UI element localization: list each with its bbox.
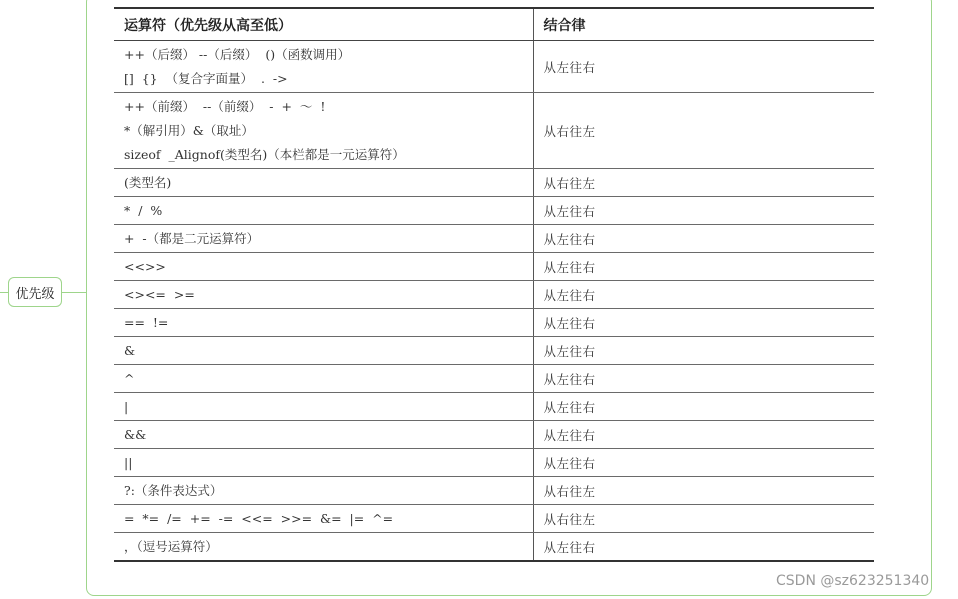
table-header-row — [114, 8, 874, 41]
associativity-cell: 从左往右 — [533, 337, 874, 365]
table-row — [114, 393, 874, 421]
associativity-cell: 从左往右 — [533, 449, 874, 477]
operators-cell — [114, 281, 533, 309]
operators-cell — [114, 197, 533, 225]
operator-precedence-table — [114, 7, 874, 562]
associativity-cell: 从左往右 — [533, 281, 874, 309]
associativity-cell: 从右往左 — [533, 93, 874, 169]
associativity-cell: 从左往右 — [533, 421, 874, 449]
table-row — [114, 197, 874, 225]
associativity-cell: 从左往右 — [533, 309, 874, 337]
associativity-cell: 从左往右 — [533, 365, 874, 393]
table-row — [114, 365, 874, 393]
associativity-cell: 从左往右 — [533, 253, 874, 281]
operator-line: ++（前缀） --（前缀） - + ～ ! — [124, 98, 326, 114]
associativity-cell: 从右往左 — [533, 505, 874, 533]
operators-cell — [114, 365, 533, 393]
table-row — [114, 449, 874, 477]
associativity-cell: 从左往右 — [533, 225, 874, 253]
connector-line-left — [0, 292, 8, 293]
topic-node-precedence[interactable]: 优先级 — [8, 277, 62, 307]
operator-line: = *= /= += -= <<= >>= &= |= ^= — [124, 510, 394, 526]
operators-cell — [114, 309, 533, 337]
operators-cell — [114, 421, 533, 449]
table-row — [114, 281, 874, 309]
operator-line: *（解引用）&（取址） — [124, 122, 254, 138]
operator-line: (类型名) — [124, 174, 172, 190]
operators-cell — [114, 505, 533, 533]
table-row — [114, 505, 874, 533]
operators-cell — [114, 41, 533, 93]
operator-line: [] {} （复合字面量） . -> — [124, 70, 288, 86]
associativity-cell: 从左往右 — [533, 393, 874, 421]
table-row — [114, 309, 874, 337]
associativity-cell: 从右往左 — [533, 477, 874, 505]
operators-cell — [114, 449, 533, 477]
associativity-cell: 从左往右 — [533, 197, 874, 225]
operators-cell — [114, 93, 533, 169]
operator-line: + -（都是二元运算符） — [124, 230, 260, 246]
operator-line: ?:（条件表达式） — [124, 482, 223, 498]
operator-line: ，（逗号运算符） — [124, 538, 218, 554]
operator-line: ^ — [124, 370, 135, 386]
header-operators: 运算符（优先级从高至低） — [114, 8, 533, 41]
operator-line: == != — [124, 314, 169, 330]
table-row — [114, 41, 874, 93]
operators-cell — [114, 253, 533, 281]
operator-line: * / % — [124, 202, 163, 218]
operator-line: sizeof _Alignof(类型名)（本栏都是一元运算符） — [124, 146, 405, 162]
table-row — [114, 169, 874, 197]
table-row — [114, 421, 874, 449]
watermark: CSDN @sz623251340 — [776, 573, 930, 589]
table-row — [114, 533, 874, 562]
operators-cell — [114, 533, 533, 562]
table-row — [114, 225, 874, 253]
operators-cell — [114, 337, 533, 365]
connector-line — [62, 292, 86, 293]
operator-line: | — [124, 398, 129, 414]
associativity-cell: 从右往左 — [533, 169, 874, 197]
associativity-cell: 从左往右 — [533, 41, 874, 93]
table-row — [114, 477, 874, 505]
operators-cell — [114, 225, 533, 253]
operator-line: <><= >= — [124, 286, 195, 302]
operators-cell — [114, 393, 533, 421]
operators-cell — [114, 169, 533, 197]
operator-line: && — [124, 426, 147, 442]
operators-cell — [114, 477, 533, 505]
associativity-cell: 从左往右 — [533, 533, 874, 562]
table-row — [114, 93, 874, 169]
table-row — [114, 337, 874, 365]
operator-line: <<>> — [124, 258, 166, 274]
operator-line: ++（后缀） --（后缀） ()（函数调用） — [124, 46, 351, 62]
header-associativity: 结合律 — [533, 8, 874, 41]
table-row — [114, 253, 874, 281]
operator-line: & — [124, 342, 136, 358]
operator-line: || — [124, 454, 133, 470]
